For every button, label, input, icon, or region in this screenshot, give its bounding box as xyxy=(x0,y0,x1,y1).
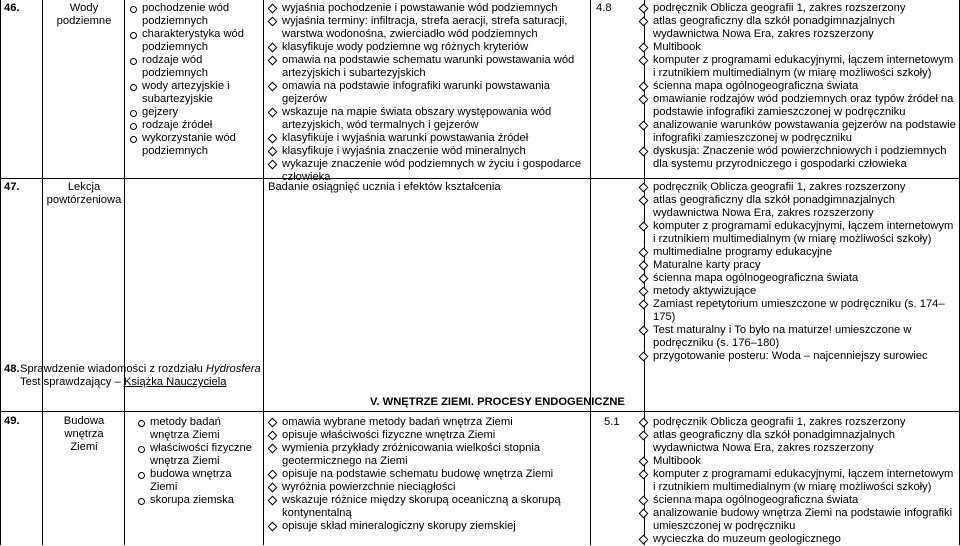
row-number: 49. xyxy=(4,415,20,427)
list-item: wyjaśnia terminy: infiltracja, strefa aeracji, strefa saturacji, warstwa wodonośna, zwierciadło wód podziemnych xyxy=(266,15,588,41)
grid-line xyxy=(124,0,125,545)
list-item: budowa wnętrza Ziemi xyxy=(136,468,260,494)
list-item: metody badań wnętrza Ziemi xyxy=(136,416,260,442)
row-number: 46. xyxy=(4,2,20,14)
list-item: komputer z programami edukacyjnymi, łączem internetowym i rzutnikiem multimedialnym (w miarę możliwości szkoły) xyxy=(637,468,957,494)
list-item: analizowanie warunków powstawania gejzerów na podstawie infografiki zamieszczonej w podręczniku xyxy=(637,119,957,145)
list-item: wycieczka do muzeum geologicznego xyxy=(637,533,957,546)
grid-line xyxy=(42,0,43,545)
list-item: wskazuje na mapie świata obszary występowania wód artezyjskich, wód termalnych i gejzerów xyxy=(266,106,588,132)
list-item: klasyfikuje i wyjaśnia warunki powstawania źródeł xyxy=(266,132,588,145)
list-item: omawia na podstawie schematu warunki powstawania wód artezyjskich i subartezyjskich xyxy=(266,54,588,80)
list-item: charakterystyka wód podziemnych xyxy=(128,28,260,54)
list-item: podręcznik Oblicza geografii 1, zakres rozszerzony xyxy=(637,181,957,194)
list-item: wymienia przykłady zróżnicowania wielkości stopnia geotermicznego na Ziemi xyxy=(266,442,588,468)
list-item: klasyfikuje i wyjaśnia znaczenie wód mineralnych xyxy=(266,145,588,158)
grid-line xyxy=(0,0,1,545)
chapter-name: Hydrosfera xyxy=(205,363,261,375)
list-item: analizowanie budowy wnętrza Ziemi na podstawie infografiki umieszczonej w podręczniku xyxy=(637,507,957,533)
topic-title: Wody podziemne xyxy=(56,2,112,27)
list-item: podręcznik Oblicza geografii 1, zakres rozszerzony xyxy=(637,2,957,15)
test-description xyxy=(20,363,275,389)
list-item: opisuje właściwości fizyczne wnętrza Ziemi xyxy=(266,429,588,442)
list-item: metody aktywizujące xyxy=(637,285,957,298)
list-item: skorupa ziemska xyxy=(136,494,260,507)
list-item: rodzaje wód podziemnych xyxy=(128,54,260,80)
list-item: Maturalne karty pracy xyxy=(637,259,957,272)
skills-list xyxy=(266,416,588,533)
list-item: podręcznik Oblicza geografii 1, zakres rozszerzony xyxy=(637,416,957,429)
section-number: 4.8 xyxy=(596,2,612,14)
content-list xyxy=(128,2,260,158)
list-item: komputer z programami edukacyjnymi, łączem internetowym i rzutnikiem multimedialnym (w miarę możliwości szkoły) xyxy=(637,54,957,80)
means-list xyxy=(637,2,957,171)
grid-line xyxy=(0,411,960,412)
section-heading: V. WNĘTRZE ZIEMI. PROCESY ENDOGENICZNE xyxy=(370,396,625,408)
grid-line xyxy=(590,0,591,545)
means-list xyxy=(637,416,957,546)
list-item: właściwości fizyczne wnętrza Ziemi xyxy=(136,442,260,468)
list-item: atlas geograficzny dla szkół ponadgimnazjalnych wydawnictwa Nowa Era, zakres rozszerzony xyxy=(637,194,957,220)
list-item: atlas geograficzny dla szkół ponadgimnazjalnych wydawnictwa Nowa Era, zakres rozszerzony xyxy=(637,429,957,455)
list-item: Multibook xyxy=(637,41,957,54)
section-number: 5.1 xyxy=(604,416,620,428)
list-item: wyjaśnia pochodzenie i powstawanie wód podziemnych xyxy=(266,2,588,15)
list-item: gejzery xyxy=(128,106,260,119)
list-item: wyróżnia powierzchnie nieciągłości xyxy=(266,481,588,494)
list-item: rodzaje źródeł xyxy=(128,119,260,132)
content-list xyxy=(136,416,260,507)
list-item: wskazuje różnice między skorupą oceaniczną a skorupą kontynentalną xyxy=(266,494,588,520)
list-item: ścienna mapa ogólnogeograficzna świata xyxy=(637,80,957,93)
list-item: omawia wybrane metody badań wnętrza Ziemi xyxy=(266,416,588,429)
list-item: opisuje na podstawie schematu budowę wnętrza Ziemi xyxy=(266,468,588,481)
list-item: omawianie rodzajów wód podziemnych oraz typów źródeł na podstawie infografiki zamieszczonej w podręczniku xyxy=(637,93,957,119)
topic-title: Lekcja powtórzeniowa xyxy=(46,181,122,206)
teacher-book: Książka Nauczyciela xyxy=(123,376,227,388)
means-list xyxy=(637,181,957,363)
list-item: wykorzystanie wód podziemnych xyxy=(128,132,260,158)
row-number: 48. xyxy=(4,363,20,375)
list-item: dyskusja: Znaczenie wód powierzchniowych i podziemnych dla systemu przyrodniczego i gospodarki człowieka xyxy=(637,145,957,171)
list-item: przygotowanie posteru: Woda – najcenniejszy surowiec xyxy=(637,350,957,363)
list-item: klasyfikuje wody podziemne wg różnych kryteriów xyxy=(266,41,588,54)
skills-list xyxy=(266,2,588,184)
list-item: multimedialne programy edukacyjne xyxy=(637,246,957,259)
list-item: komputer z programami edukacyjnymi, łączem internetowym i rzutnikiem multimedialnym (w miarę możliwości szkoły) xyxy=(637,220,957,246)
list-item: atlas geograficzny dla szkół ponadgimnazjalnych wydawnictwa Nowa Era, zakres rozszerzony xyxy=(637,15,957,41)
list-item: ścienna mapa ogólnogeograficzna świata xyxy=(637,494,957,507)
test-name: Test sprawdzający xyxy=(20,376,112,388)
grid-line xyxy=(263,0,264,545)
list-item: Zamiast repetytorium umieszczone w podręczniku (s. 174–175) xyxy=(637,298,957,324)
list-item: omawia na podstawie infografiki warunki powstawania gejzerów xyxy=(266,80,588,106)
row-number: 47. xyxy=(4,181,20,193)
test-line-text: Sprawdzenie wiadomości z rozdziału xyxy=(20,363,206,375)
list-item: wykazuje znaczenie wód podziemnych w życiu i gospodarce człowieka xyxy=(266,158,588,184)
assessment-text: Badanie osiągnięć ucznia i efektów kształcenia xyxy=(268,181,501,193)
list-item: Multibook xyxy=(637,455,957,468)
dash: – xyxy=(111,376,124,388)
list-item: opisuje skład mineralogiczny skorupy ziemskiej xyxy=(266,520,588,533)
list-item: wody artezyjskie i subartezyjskie xyxy=(128,80,260,106)
list-item: Test maturalny i To było na maturze! umieszczone w podręczniku (s. 176–180) xyxy=(637,324,957,350)
topic-title: Budowa wnętrza Ziemi xyxy=(63,415,105,453)
list-item: pochodzenie wód podziemnych xyxy=(128,2,260,28)
list-item: ścienna mapa ogólnogeograficzna świata xyxy=(637,272,957,285)
